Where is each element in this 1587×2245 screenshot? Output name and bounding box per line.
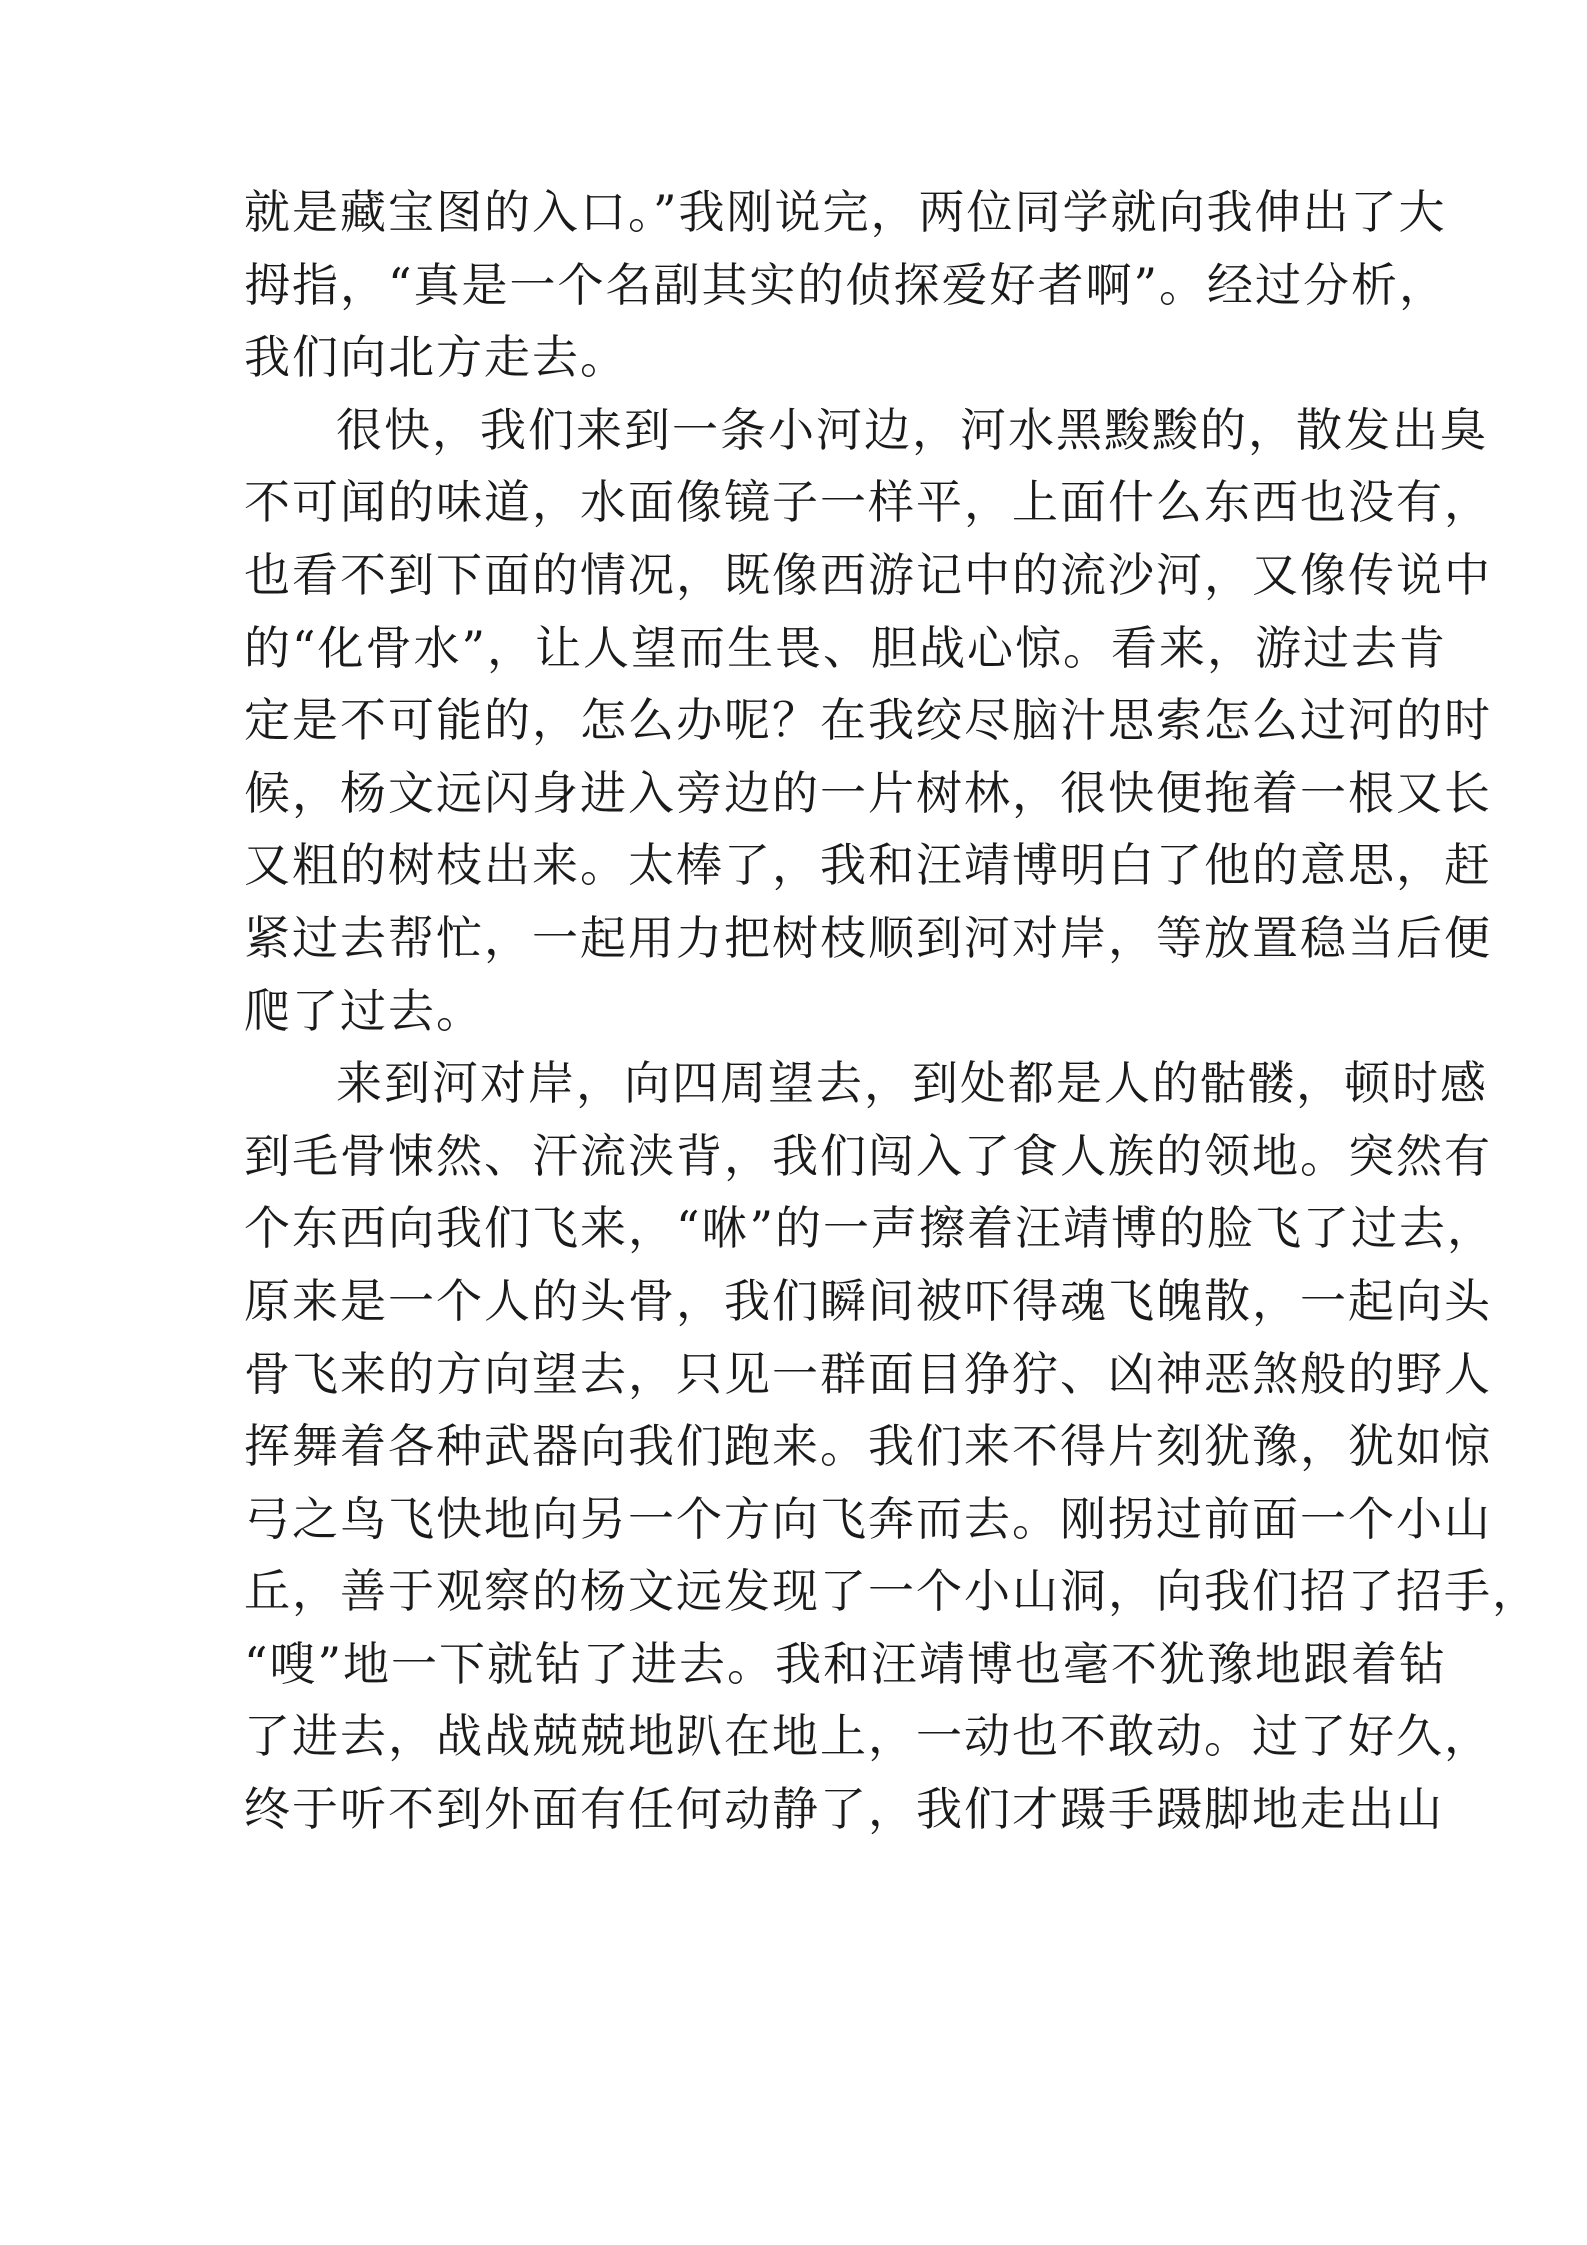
text-line: 的“化骨水”，让人望而生畏、胆战心惊。看来，游过去肯	[244, 620, 1448, 675]
body-text	[244, 176, 1540, 1846]
text-line: 拇指，“真是一个名副其实的侦探爱好者啊”。经过分析，	[244, 257, 1448, 312]
text-line: 挥舞着各种武器向我们跑来。我们来不得片刻犹豫，犹如惊	[244, 1419, 1492, 1474]
text-line: 定是不可能的，怎么办呢？在我绞尽脑汁思索怎么过河的时	[244, 693, 1492, 748]
text-line: 就是藏宝图的入口。”我刚说完，两位同学就向我伸出了大	[244, 185, 1447, 239]
text-line: 了进去，战战兢兢地趴在地上，一动也不敢动。过了好久，	[244, 1709, 1492, 1764]
text-line: “嗖”地一下就钻了进去。我和汪靖博也毫不犹豫地跟着钻	[244, 1636, 1448, 1691]
text-line: 丘，善于观察的杨文远发现了一个小山洞，向我们招了招手，	[244, 1564, 1540, 1619]
text-line: 到毛骨悚然、汗流浃背，我们闯入了食人族的领地。突然有	[244, 1128, 1492, 1183]
text-line: 我们向北方走去。	[244, 330, 628, 385]
text-line: 候，杨文远闪身进入旁边的一片树林，很快便拖着一根又长	[244, 765, 1492, 820]
text-line: 又粗的树枝出来。太棒了，我和汪靖博明白了他的意思，赶	[244, 838, 1492, 893]
text-line: 个东西向我们飞来，“咻”的一声擦着汪靖博的脸飞了过去，	[244, 1201, 1496, 1256]
text-line: 也看不到下面的情况，既像西游记中的流沙河，又像传说中	[244, 547, 1492, 602]
text-line: 终于听不到外面有任何动静了，我们才蹑手蹑脚地走出山	[244, 1782, 1444, 1837]
text-line: 不可闻的味道，水面像镜子一样平，上面什么东西也没有，	[244, 475, 1492, 530]
text-line: 原来是一个人的头骨，我们瞬间被吓得魂飞魄散，一起向头	[244, 1273, 1492, 1328]
text-line: 骨飞来的方向望去，只见一群面目狰狞、凶神恶煞般的野人	[244, 1346, 1492, 1401]
text-line: 弓之鸟飞快地向另一个方向飞奔而去。刚拐过前面一个小山	[244, 1491, 1492, 1546]
paragraph-start-line: 很快，我们来到一条小河边，河水黑黢黢的，散发出臭	[336, 402, 1488, 457]
text-line: 紧过去帮忙，一起用力把树枝顺到河对岸，等放置稳当后便	[244, 910, 1492, 965]
paragraph-start-line: 来到河对岸，向四周望去，到处都是人的骷髅，顿时感	[336, 1056, 1488, 1111]
text-line: 爬了过去。	[244, 983, 484, 1038]
